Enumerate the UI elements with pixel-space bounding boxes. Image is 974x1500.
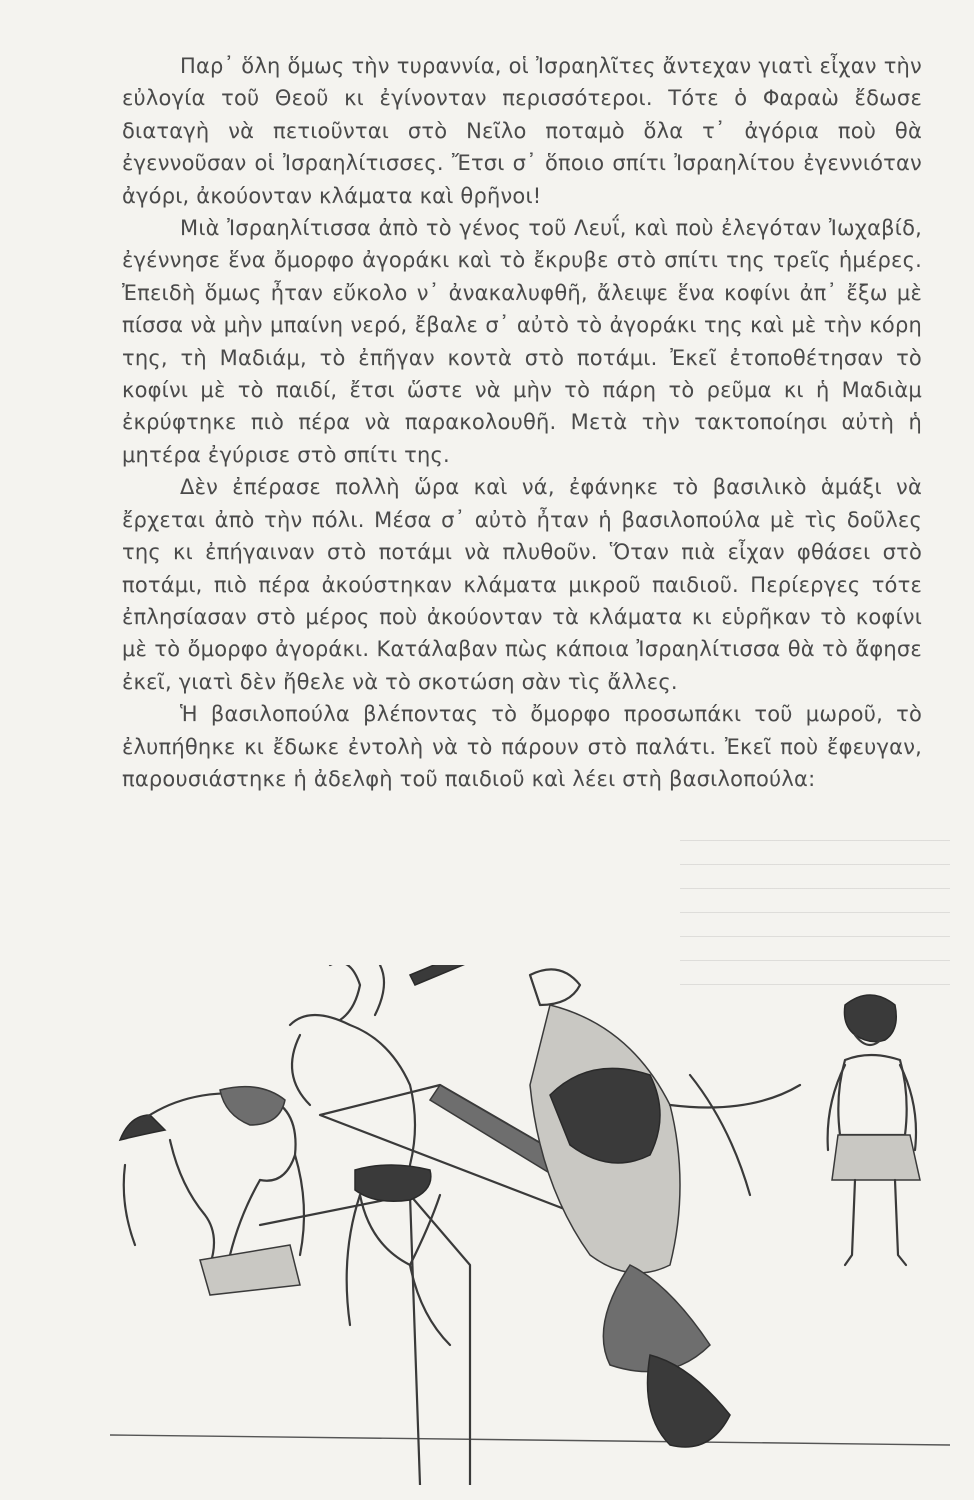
boy-hair (844, 995, 896, 1042)
ground-line (110, 1435, 950, 1445)
hammer-worker (290, 965, 475, 1345)
stone-block (260, 1195, 470, 1485)
hammer (410, 965, 475, 985)
standing-boy (828, 995, 920, 1265)
bending-worker (120, 1087, 304, 1295)
story-text (122, 50, 922, 795)
paragraph-tyranny: Παρ᾽ ὅλη ὅμως τὴν τυραννία, οἱ Ἰσραηλῖτες ἄντεχαν γιατὶ εἶχαν τὴν εὐλογία τοῦ Θεοῦ κι ἐγίνονταν περισσότεροι. Τότε ὁ Φαραὼ ἔδωσε διαταγὴ νὰ πετιοῦνται στὸ Νεῖλο ποταμὸ ὅλα τ᾽ ἀγόρια ποὺ θὰ ἐγεννοῦσαν οἱ Ἰσραηλίτισσες. Ἔτσι σ᾽ ὅποιο σπίτι Ἰσραηλίτου ἐγεννιόταν ἀγόρι, ἀκούονταν κλάματα καὶ θρῆνοι! (122, 54, 922, 208)
paragraph-princess-decides: Ἡ βασιλοπούλα βλέποντας τὸ ὄμορφο προσωπάκι τοῦ μωροῦ, τὸ ἐλυπήθηκε κι ἔδωκε ἐντολὴ νὰ τὸ πάρουν στὸ παλάτι. Ἐκεῖ ποὺ ἔφευγαν, παρουσιάστηκε ἡ ἀδελφὴ τοῦ παιδιοῦ καὶ λέει στὴ βασιλοπούλα: (122, 702, 922, 791)
boy-kilt (832, 1135, 920, 1180)
paragraph-iochabed: Μιὰ Ἰσραηλίτισσα ἀπὸ τὸ γένος τοῦ Λευΐ, καὶ ποὺ ἐλεγόταν Ἰωχαβίδ, ἐγέννησε ἕνα ὄμορφο ἀγοράκι καὶ τὸ ἔκρυβε στὸ σπίτι της τρεῖς ἡμέρες. Ἐπειδὴ ὅμως ἦταν εὔκολο ν᾽ ἀνακαλυφθῆ, ἄλειψε ἕνα κοφίνι ἀπ᾽ ἔξω μὲ πίσσα νὰ μὴν μπαίνη νερό, ἔβαλε σ᾽ αὐτὸ τὸ ἀγοράκι της καὶ μὲ τὴν κόρη της, τὴ Μαδιάμ, τὸ ἐπῆγαν κοντὰ στὸ ποτάμι. Ἐκεῖ ἐτοποθέτησαν τὸ κοφίνι μὲ τὸ παιδί, ἔτσι ὥστε νὰ μὴν τὸ πάρη τὸ ρεῦμα κι ἡ Μαδιὰμ ἐκρύφτηκε πιὸ πέρα νὰ παρακολουθῆ. Μετὰ τὴν τακτοποίησι αὐτὴ ἡ μητέρα ἐγύρισε στὸ σπίτι της. (122, 216, 922, 467)
slaves-working-illustration (110, 965, 950, 1485)
illustration-drawing (110, 965, 950, 1485)
overseer (530, 969, 800, 1447)
paragraph-princess-arrives: Δὲν ἐπέρασε πολλὴ ὥρα καὶ νά, ἐφάνηκε τὸ βασιλικὸ ἁμάξι νὰ ἔρχεται ἀπὸ τὴν πόλι. Μέσα σ᾽ αὐτὸ ἦταν ἡ βασιλοπούλα μὲ τὶς δοῦλες της κι ἐπήγαιναν στὸ ποτάμι νὰ πλυθοῦν. Ὅταν πιὰ εἶχαν φθάσει στὸ ποτάμι, πιὸ πέρα ἀκούστηκαν κλάματα μικροῦ παιδιοῦ. Περίεργες τότε ἐπλησίασαν στὸ μέρος ποὺ ἀκούονταν τὰ κλάματα κι εὑρῆκαν τὸ κοφίνι μὲ τὸ ὄμορφο ἀγοράκι. Κατάλαβαν πὼς κάποια Ἰσραηλίτισσα θὰ τὸ ἄφησε ἐκεῖ, γιατὶ δὲν ἤθελε νὰ τὸ σκοτώση σὰν τὶς ἄλλες. (122, 475, 922, 694)
